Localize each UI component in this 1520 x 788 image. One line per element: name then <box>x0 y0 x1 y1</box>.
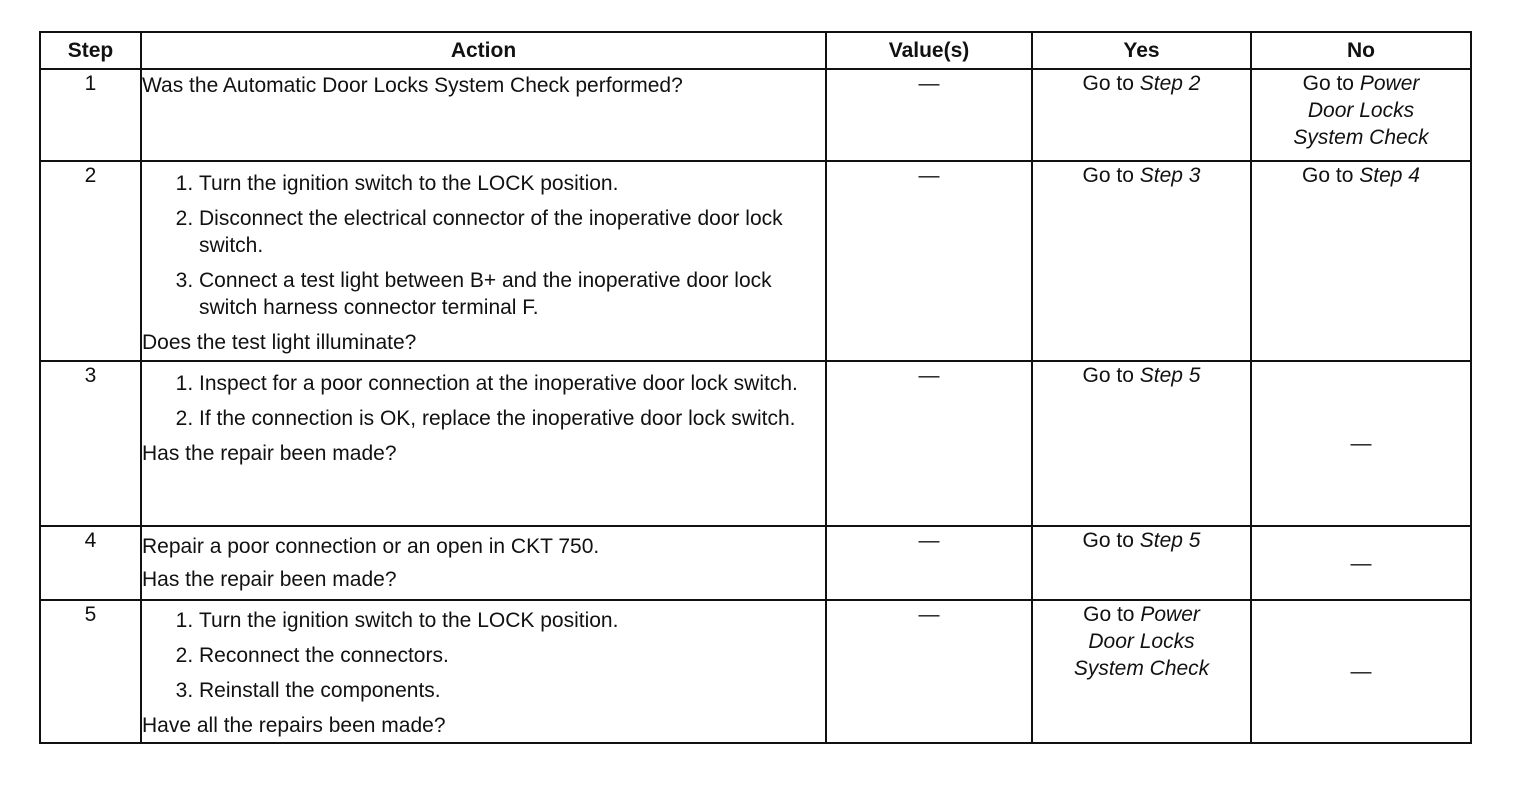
go-to-text: Go to <box>1082 364 1134 387</box>
yes-cell <box>1032 69 1251 161</box>
diagnostic-table <box>39 31 1472 744</box>
header-no: No <box>1251 32 1471 69</box>
action-question: Has the repair been made? <box>142 568 397 591</box>
action-step-item: 3. Connect a test light between B+ and the inoperative door lock switch harness connector terminal F. <box>199 267 825 321</box>
action-question: Has the repair been made? <box>142 442 397 465</box>
no-cell <box>1251 69 1471 161</box>
go-to-text: Go to <box>1302 164 1354 187</box>
action-step-item: 1. Turn the ignition switch to the LOCK position. <box>199 170 825 197</box>
table-row-step-1 <box>40 69 1471 161</box>
action-question: Was the Automatic Door Locks System Check performed? <box>142 74 683 97</box>
action-steps-list <box>142 170 825 321</box>
action-steps-list <box>142 370 825 432</box>
header-values: Value(s) <box>826 32 1032 69</box>
value-cell: — <box>826 361 1032 526</box>
yes-target: Step 5 <box>1139 529 1201 552</box>
no-cell: — <box>1251 361 1471 526</box>
table-row-step-2 <box>40 161 1471 361</box>
value-cell: — <box>826 600 1032 743</box>
action-step-item: 1. Turn the ignition switch to the LOCK position. <box>199 607 825 634</box>
step-number: 3 <box>40 361 141 526</box>
action-cell <box>141 161 826 361</box>
action-cell <box>141 600 826 743</box>
yes-target: Step 2 <box>1139 72 1201 95</box>
step-number: 1 <box>40 69 141 161</box>
action-question: Does the test light illuminate? <box>142 331 417 354</box>
no-cell: — <box>1251 526 1471 600</box>
action-cell <box>141 526 826 600</box>
yes-cell <box>1032 361 1251 526</box>
value-cell: — <box>826 69 1032 161</box>
yes-cell <box>1032 526 1251 600</box>
yes-target: Step 5 <box>1139 364 1201 387</box>
table-row-step-4 <box>40 526 1471 600</box>
table-row-step-3 <box>40 361 1471 526</box>
header-step: Step <box>40 32 141 69</box>
no-cell: — <box>1251 600 1471 743</box>
go-to-text: Go to <box>1302 72 1354 95</box>
action-cell <box>141 69 826 161</box>
go-to-text: Go to <box>1083 603 1135 626</box>
action-step-item: 1. Inspect for a poor connection at the inoperative door lock switch. <box>199 370 825 397</box>
go-to-text: Go to <box>1082 72 1134 95</box>
step-number: 4 <box>40 526 141 600</box>
action-step-item: 2. Reconnect the connectors. <box>199 642 825 669</box>
yes-target: Step 3 <box>1139 164 1201 187</box>
yes-target: Power Door Locks System Check <box>1073 603 1210 680</box>
action-cell <box>141 361 826 526</box>
action-question: Have all the repairs been made? <box>142 714 446 737</box>
no-target: Step 4 <box>1359 164 1420 187</box>
yes-cell <box>1032 161 1251 361</box>
action-step-item: 3. Reinstall the components. <box>199 677 825 704</box>
no-cell <box>1251 161 1471 361</box>
step-number: 5 <box>40 600 141 743</box>
header-row <box>40 32 1471 69</box>
action-step-item: 2. Disconnect the electrical connector of the inoperative door lock switch. <box>199 205 825 259</box>
header-yes: Yes <box>1032 32 1251 69</box>
action-line: Repair a poor connection or an open in CKT 750. <box>142 535 600 558</box>
no-target: Power Door Locks System Check <box>1293 72 1429 149</box>
go-to-text: Go to <box>1082 529 1134 552</box>
header-action: Action <box>141 32 826 69</box>
action-steps-list <box>142 607 825 704</box>
value-cell: — <box>826 526 1032 600</box>
table-row-step-5 <box>40 600 1471 743</box>
go-to-text: Go to <box>1082 164 1134 187</box>
value-cell: — <box>826 161 1032 361</box>
action-step-item: 2. If the connection is OK, replace the inoperative door lock switch. <box>199 405 825 432</box>
step-number: 2 <box>40 161 141 361</box>
yes-cell <box>1032 600 1251 743</box>
